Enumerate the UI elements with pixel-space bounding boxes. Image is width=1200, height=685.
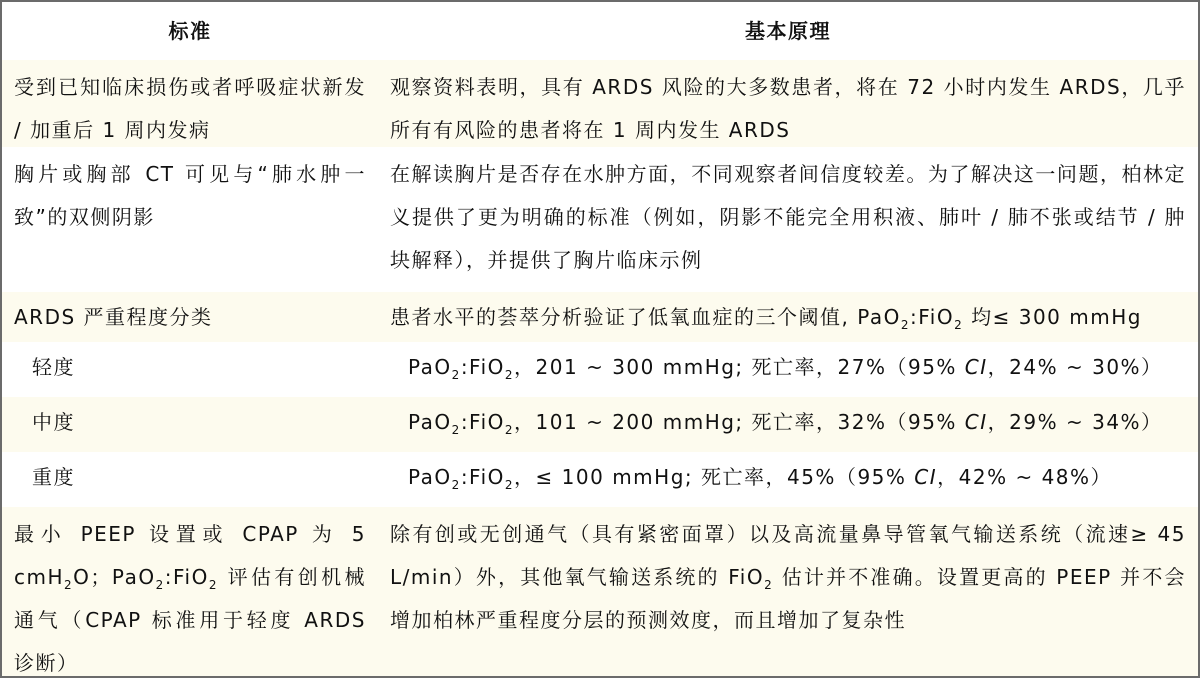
- header-criteria: 标准: [168, 18, 212, 43]
- text-segment: 2: [900, 318, 911, 332]
- table-row: [2, 292, 1198, 342]
- rationale-cell: [374, 296, 1198, 342]
- table-row: [2, 397, 1198, 452]
- text-segment: ，29% ~ 34%）: [987, 410, 1163, 434]
- rationale-cell: [374, 66, 1198, 147]
- criteria-cell: [2, 401, 392, 452]
- criteria-cell: [2, 296, 374, 342]
- text-segment: :FiO: [164, 565, 209, 589]
- text-segment: 2: [155, 578, 165, 592]
- text-segment: CI: [964, 355, 988, 379]
- text-segment: ，101 ~ 200 mmHg; 死亡率，32%（95%: [514, 410, 965, 434]
- text-segment: 2: [764, 578, 774, 592]
- table-header: [2, 2, 1198, 60]
- rationale-cell: [374, 513, 1198, 676]
- text-segment: 2: [64, 578, 74, 592]
- text-segment: 受到已知临床损伤或者呼吸症状新发 / 加重后 1 周内发病: [14, 75, 366, 142]
- text-segment: PaO: [408, 410, 452, 434]
- text-segment: ，24% ~ 30%）: [987, 355, 1163, 379]
- text-segment: 2: [954, 318, 964, 332]
- text-segment: CI: [914, 465, 938, 489]
- table-row: [2, 60, 1198, 147]
- text-segment: 评估有创机械通气（CPAP 标准用于轻度 ARDS 诊断）: [14, 565, 366, 675]
- text-segment: :FiO: [460, 355, 505, 379]
- text-segment: PaO: [408, 355, 452, 379]
- table-row: [2, 147, 1198, 292]
- text-segment: 轻度: [32, 355, 75, 379]
- text-segment: 均≤ 300 mmHg: [963, 305, 1142, 329]
- text-segment: ，201 ~ 300 mmHg; 死亡率，27%（95%: [514, 355, 965, 379]
- criteria-cell: [2, 513, 374, 676]
- rationale-cell: [392, 346, 1198, 397]
- text-segment: ARDS 严重程度分类: [14, 305, 213, 329]
- text-segment: :FiO: [910, 305, 955, 329]
- text-segment: 在解读胸片是否存在水肿方面，不同观察者间信度较差。为了解决这一问题，柏林定义提供了更为明确的标准（例如，阴影不能完全用积液、肺叶 / 肺不张或结节 / 肿块解释），并提供了胸片临床示例: [390, 162, 1186, 272]
- text-segment: 2: [451, 478, 461, 492]
- text-segment: :FiO: [460, 410, 505, 434]
- table-row: [2, 342, 1198, 397]
- text-segment: ，42% ~ 48%）: [937, 465, 1113, 489]
- text-segment: O；PaO: [73, 565, 156, 589]
- text-segment: 2: [451, 423, 461, 437]
- text-segment: 重度: [32, 465, 75, 489]
- text-segment: 除有创或无创通气（具有紧密面罩）以及高流量鼻导管氧气输送系统（流速≥ 45 L/min）外，其他氧气输送系统的 FiO: [390, 522, 1186, 589]
- text-segment: 2: [504, 478, 515, 492]
- text-segment: 最小 PEEP 设置或 CPAP 为 5 cmH: [14, 522, 366, 589]
- table-row: [2, 507, 1198, 676]
- criteria-cell: [2, 153, 374, 292]
- rationale-cell: [392, 456, 1198, 507]
- criteria-cell: [2, 346, 392, 397]
- text-segment: PaO: [408, 465, 452, 489]
- text-segment: 2: [451, 368, 461, 382]
- text-segment: 中度: [32, 410, 75, 434]
- text-segment: 2: [208, 578, 218, 592]
- text-segment: 患者水平的荟萃分析验证了低氧血症的三个阈值, PaO: [390, 305, 901, 329]
- text-segment: 估计并不准确。设置更高的 PEEP 并不会增加柏林严重程度分层的预测效度，而且增加了复杂性: [390, 565, 1187, 632]
- rationale-cell: [374, 153, 1198, 292]
- text-segment: CI: [964, 410, 988, 434]
- text-segment: :FiO: [460, 465, 505, 489]
- header-rationale: 基本原理: [745, 18, 831, 43]
- text-segment: ，≤ 100 mmHg; 死亡率，45%（95%: [514, 465, 915, 489]
- text-segment: 2: [504, 423, 515, 437]
- rationale-cell: [392, 401, 1198, 452]
- text-segment: 2: [504, 368, 515, 382]
- criteria-cell: [2, 456, 392, 507]
- text-segment: 胸片或胸部 CT 可见与“肺水肿一致”的双侧阴影: [14, 162, 366, 229]
- table-row: [2, 452, 1198, 507]
- text-segment: 观察资料表明，具有 ARDS 风险的大多数患者，将在 72 小时内发生 ARDS，几乎所有有风险的患者将在 1 周内发生 ARDS: [390, 75, 1186, 142]
- criteria-cell: [2, 66, 374, 147]
